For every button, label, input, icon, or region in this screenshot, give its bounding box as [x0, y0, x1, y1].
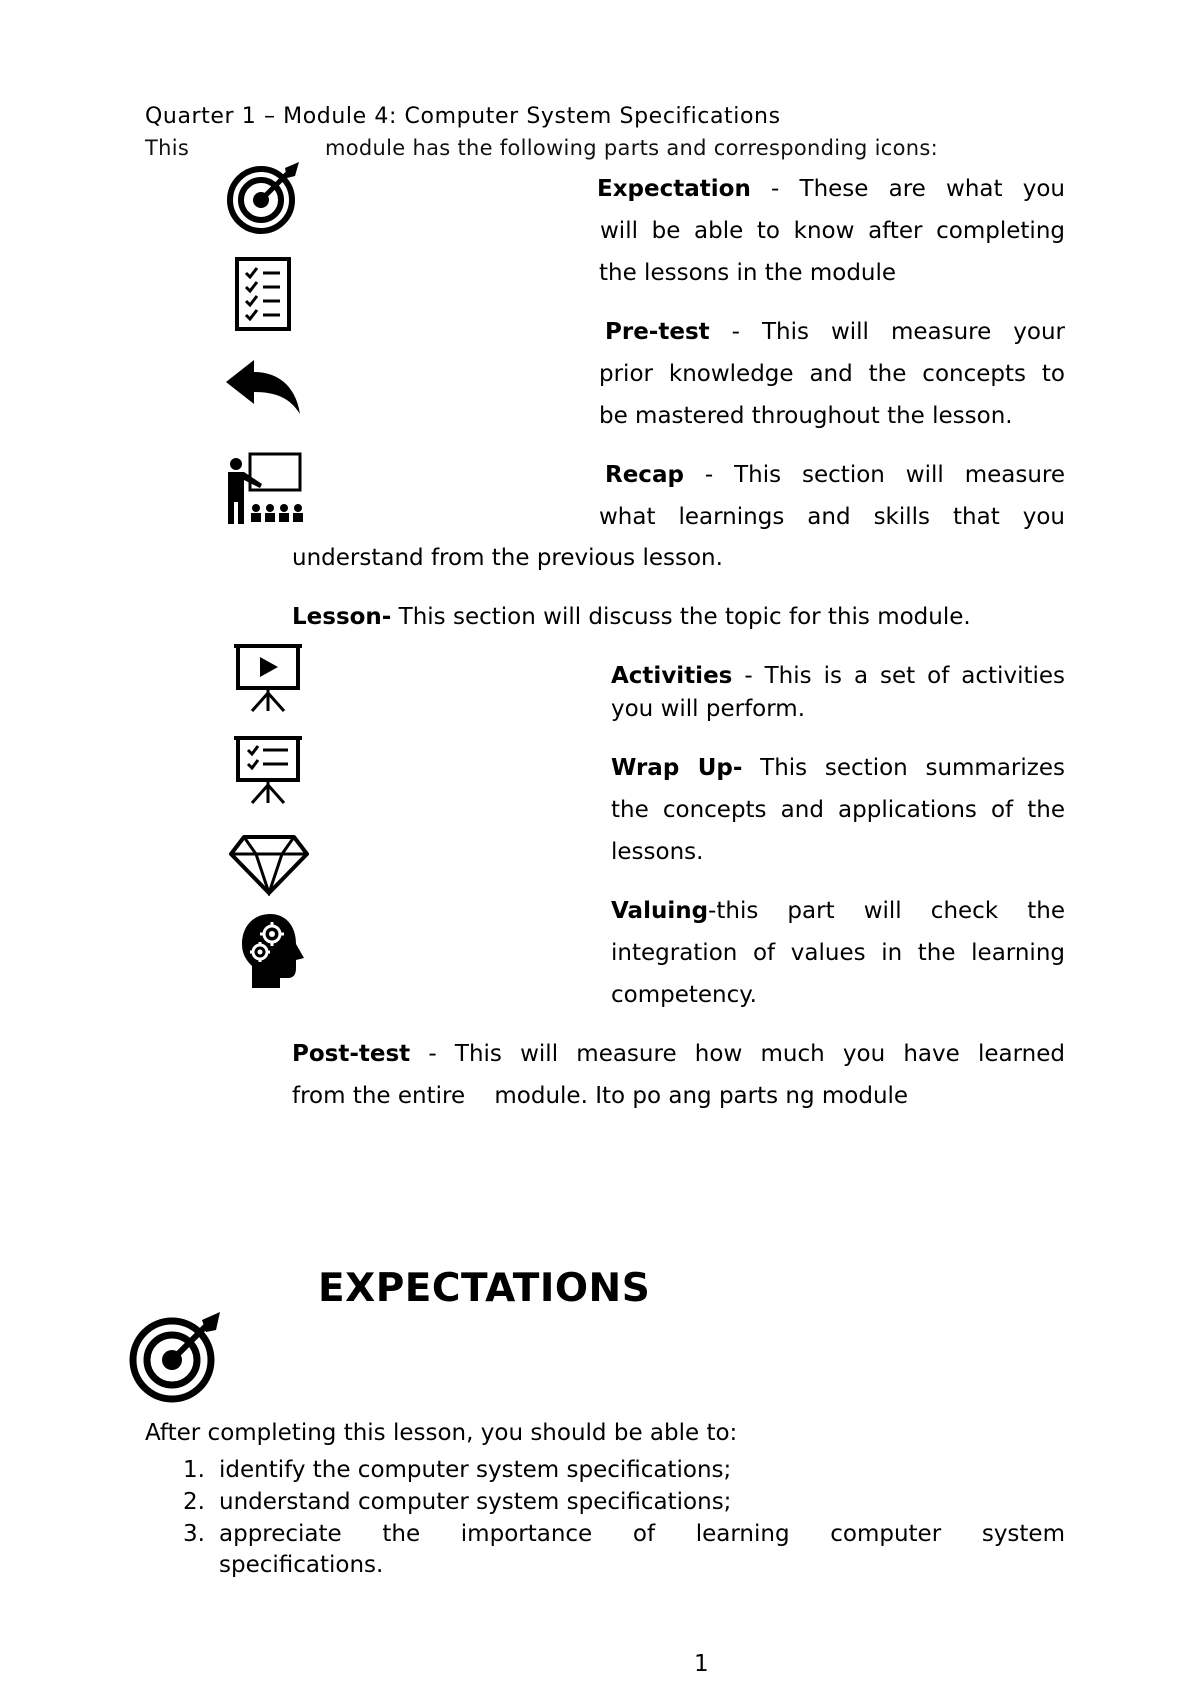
lesson-term: Lesson- — [292, 604, 392, 630]
module-title: Quarter 1 – Module 4: Computer System Specifications — [145, 104, 781, 129]
pretest-term: Pre-test — [605, 319, 710, 345]
wrapup-line1: Wrap Up- This section summarizes — [611, 755, 1065, 781]
list-number: 1. — [183, 1457, 205, 1483]
head-gears-icon — [240, 912, 308, 990]
intro-text: module has the following parts and corresponding icons: — [325, 136, 938, 160]
expectation-line2: will be able to know after completing — [600, 218, 1065, 244]
posttest-term: Post-test — [292, 1041, 411, 1067]
pretest-line3: be mastered throughout the lesson. — [599, 403, 1013, 429]
list-number: 2. — [183, 1489, 205, 1515]
valuing-line1: Valuing-this part will check the — [611, 898, 1065, 924]
list-text: identify the computer system specifications; — [219, 1457, 732, 1483]
list-number: 3. — [183, 1521, 205, 1547]
wrapup-line3: lessons. — [611, 839, 704, 865]
list-text: appreciate the importance of learning computer system — [219, 1521, 1065, 1547]
activities-term: Activities — [611, 663, 733, 689]
recap-term: Recap — [605, 462, 684, 488]
target-icon — [225, 160, 305, 238]
expectation-line1: Expectation - These are what you — [597, 176, 1065, 202]
checklist-icon — [234, 256, 292, 332]
presentation-play-icon — [232, 643, 304, 713]
valuing-line3: competency. — [611, 982, 757, 1008]
list-text: understand computer system specifications; — [219, 1489, 732, 1515]
intro-this: This — [145, 136, 190, 160]
activities-line1: Activities - This is a set of activities — [611, 663, 1065, 689]
expectation-term: Expectation — [597, 176, 751, 202]
wrapup-term: Wrap Up- — [611, 755, 743, 781]
list-text-continued: specifications. — [219, 1552, 384, 1578]
recap-line2: what learnings and skills that you — [599, 504, 1065, 530]
presentation-checklist-icon — [232, 735, 304, 805]
posttest-line2: from the entire module. Ito po ang parts ng module — [292, 1083, 909, 1109]
expectations-title: EXPECTATIONS — [318, 1266, 651, 1311]
page-number: 1 — [694, 1651, 709, 1677]
diamond-icon — [228, 834, 310, 896]
target-icon — [128, 1310, 228, 1406]
recap-line1: Recap - This section will measure — [605, 462, 1066, 488]
lesson-line: Lesson- This section will discuss the topic for this module. — [292, 604, 971, 630]
pretest-line1: Pre-test - This will measure your — [605, 319, 1065, 345]
reply-arrow-icon — [224, 358, 302, 416]
recap-line3: understand from the previous lesson. — [292, 545, 723, 571]
posttest-line1: Post-test - This will measure how much you have learned — [292, 1041, 1066, 1067]
activities-line2: you will perform. — [611, 696, 806, 722]
teacher-icon — [222, 450, 304, 526]
expectation-line3: the lessons in the module — [599, 260, 897, 286]
pretest-line2: prior knowledge and the concepts to — [599, 361, 1065, 387]
valuing-line2: integration of values in the learning — [611, 940, 1065, 966]
valuing-term: Valuing — [611, 898, 709, 924]
expectations-intro: After completing this lesson, you should be able to: — [145, 1420, 738, 1446]
wrapup-line2: the concepts and applications of the — [611, 797, 1065, 823]
